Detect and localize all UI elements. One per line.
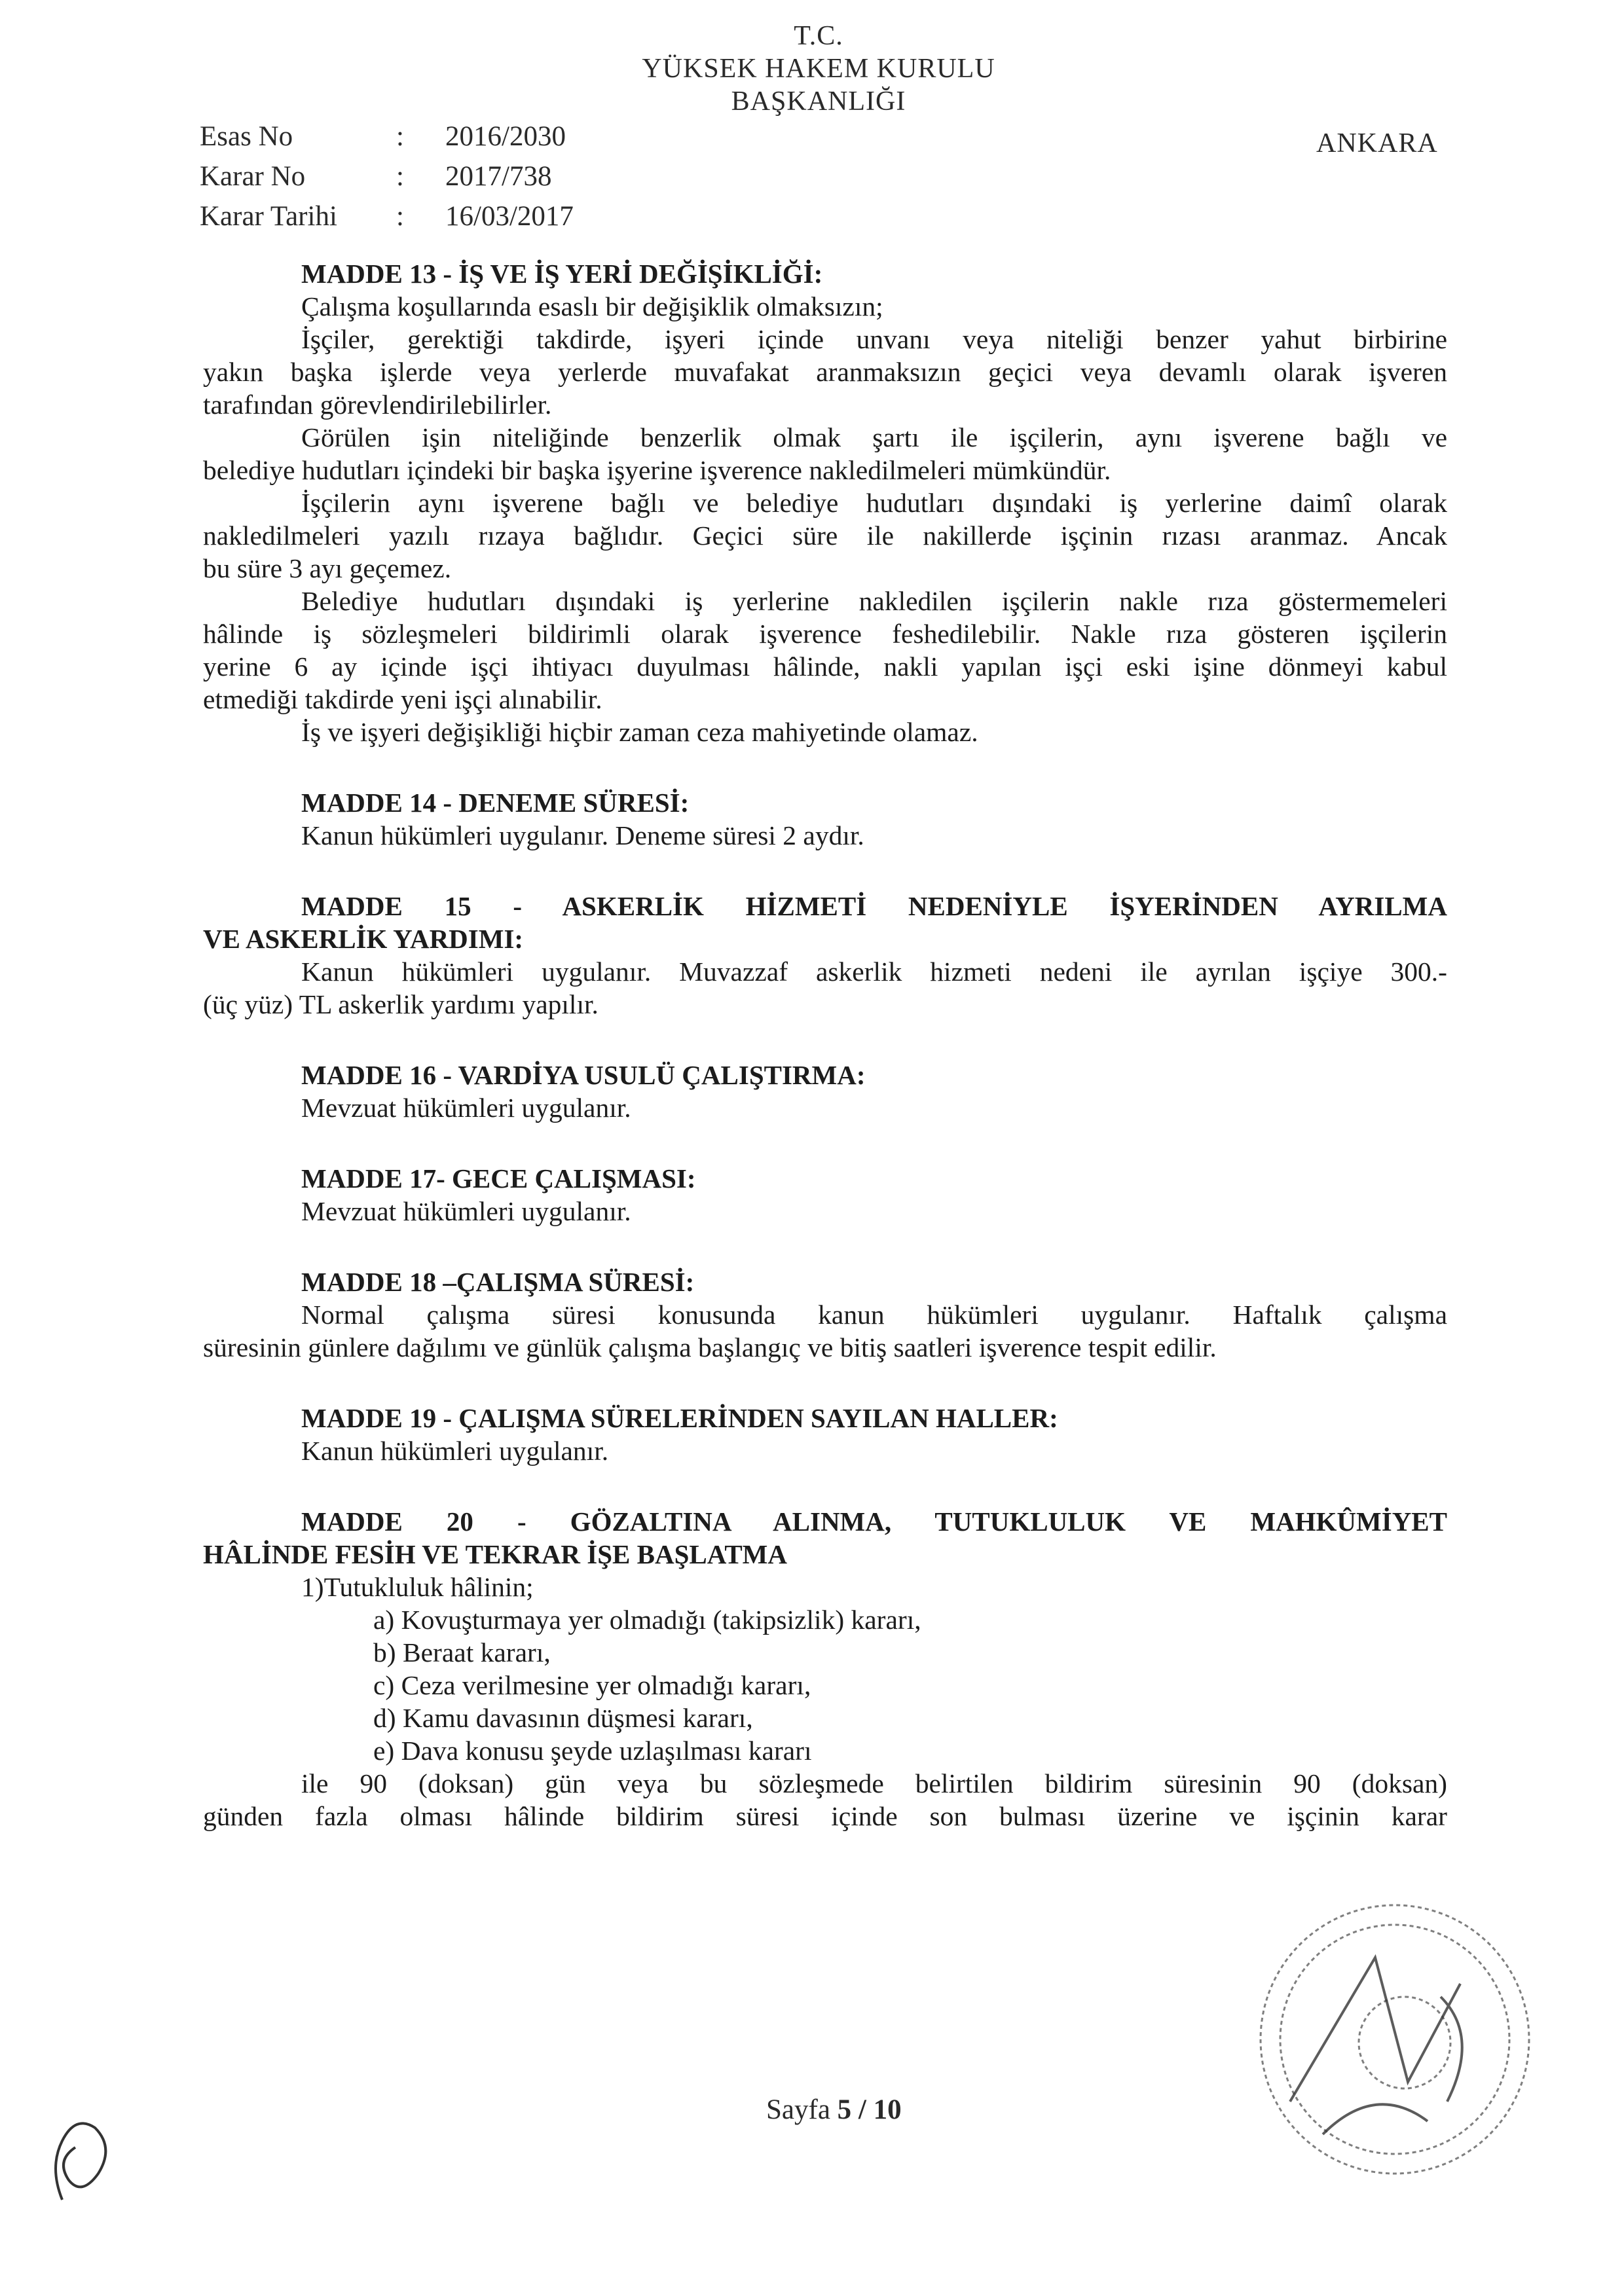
article-16-heading: MADDE 16 - VARDİYA USULÜ ÇALIŞTIRMA: <box>301 1060 866 1090</box>
article-14-p1: Kanun hükümleri uygulanır. Deneme süresi 2 aydır. <box>301 820 864 850</box>
header-line-tc: T.C. <box>794 21 843 51</box>
article-15-heading-line2: VE ASKERLİK YARDIMI: <box>203 924 524 954</box>
article-19-heading: MADDE 19 - ÇALIŞMA SÜRELERİNDEN SAYILAN HALLER: <box>301 1403 1058 1433</box>
meta-value: 2017/738 <box>445 161 552 192</box>
article-18-p1-line1: Normal çalışma süresi konusunda kanun hükümleri uygulanır. Haftalık çalışma <box>301 1300 1447 1330</box>
article-20-item-d: d) Kamu davasının düşmesi kararı, <box>373 1703 753 1733</box>
article-13-p2-line3: tarafından görevlendirilebilirler. <box>203 390 552 420</box>
article-20-heading-line2: HÂLİNDE FESİH VE TEKRAR İŞE BAŞLATMA <box>203 1539 787 1569</box>
article-15-p1-line1: Kanun hükümleri uygulanır. Muvazzaf askerlik hizmeti nedeni ile ayrılan işçiye 300.- <box>301 957 1447 987</box>
article-13-p5-line4: etmediği takdirde yeni işçi alınabilir. <box>203 684 602 714</box>
article-20-item-c: c) Ceza verilmesine yer olmadığı kararı, <box>373 1670 811 1700</box>
document-body <box>203 257 1447 1832</box>
meta-label: Karar No <box>200 161 306 192</box>
meta-value: 16/03/2017 <box>445 201 574 232</box>
meta-row-karar <box>200 156 642 196</box>
article-13-p5-line3: yerine 6 ay içinde işçi ihtiyacı duyulması hâlinde, nakli yapılan işçi eski işine dönmeyi kabul <box>203 651 1447 682</box>
article-20-intro: 1)Tutukluluk hâlinin; <box>301 1572 534 1602</box>
article-20-item-b: b) Beraat kararı, <box>373 1637 551 1667</box>
article-13-p5-line2: hâlinde iş sözleşmeleri bildirimli olarak işverence feshedilebilir. Nakle rıza gösteren işçilerin <box>203 619 1447 649</box>
city-label: ANKARA <box>1316 128 1438 158</box>
meta-label: Karar Tarihi <box>200 201 337 232</box>
meta-colon: : <box>396 161 404 192</box>
meta-value: 2016/2030 <box>445 121 566 152</box>
article-13-heading: MADDE 13 - İŞ VE İŞ YERİ DEĞİŞİKLİĞİ: <box>301 259 823 289</box>
page-number-prefix: Sayfa <box>766 2094 830 2125</box>
meta-row-esas <box>200 117 642 156</box>
meta-label: Esas No <box>200 121 293 152</box>
header-line-office: BAŞKANLIĞI <box>731 86 906 117</box>
article-15-heading-line1: MADDE 15 - ASKERLİK HİZMETİ NEDENİYLE İŞYERİNDEN AYRILMA <box>301 891 1447 921</box>
article-17-p1: Mevzuat hükümleri uygulanır. <box>301 1196 631 1226</box>
meta-row-tarih <box>200 196 642 236</box>
article-18-p1-line2: süresinin günlere dağılımı ve günlük çalışma başlangıç ve bitiş saatleri işverence tespit edilir. <box>203 1332 1217 1362</box>
article-13-p4-line3: bu süre 3 ayı geçemez. <box>203 553 452 583</box>
meta-colon: : <box>396 201 404 232</box>
issuer-header <box>589 20 1048 118</box>
article-17-heading: MADDE 17- GECE ÇALIŞMASI: <box>301 1163 696 1194</box>
page-number <box>766 2094 902 2126</box>
article-13-p3-line2: belediye hudutları içindeki bir başka işyerine işverence nakledilmeleri mümkündür. <box>203 455 1111 485</box>
article-20-heading-line1: MADDE 20 - GÖZALTINA ALINMA, TUTUKLULUK VE MAHKÛMİYET <box>301 1506 1447 1537</box>
article-20-end-line1: ile 90 (doksan) gün veya bu sözleşmede belirtilen bildirim süresinin 90 (doksan) <box>301 1768 1447 1798</box>
article-20-end-line2: günden fazla olması hâlinde bildirim süresi içinde son bulması üzerine ve işçinin karar <box>203 1801 1447 1831</box>
article-13-p2-line2: yakın başka işlerde veya yerlerde muvafakat aranmaksızın geçici veya devamlı olarak işveren <box>203 357 1447 387</box>
article-14-heading: MADDE 14 - DENEME SÜRESİ: <box>301 788 690 818</box>
case-meta <box>200 117 642 236</box>
article-13-p6: İş ve işyeri değişikliği hiçbir zaman ceza mahiyetinde olamaz. <box>301 717 978 747</box>
official-seal-stamp-icon <box>1244 1886 1545 2193</box>
article-16-p1: Mevzuat hükümleri uygulanır. <box>301 1093 631 1123</box>
article-20-item-a: a) Kovuşturmaya yer olmadığı (takipsizlik) kararı, <box>373 1605 921 1635</box>
article-13-p3-line1: Görülen işin niteliğinde benzerlik olmak şartı ile işçilerin, aynı işverene bağlı ve <box>301 422 1447 452</box>
page-number-value: 5 / 10 <box>837 2094 902 2125</box>
article-13-p2-line1: İşçiler, gerektiği takdirde, işyeri içinde unvanı veya niteliği benzer yahut birbirine <box>301 324 1447 354</box>
article-13-p4-line2: nakledilmeleri yazılı rızaya bağlıdır. Geçici süre ile nakillerde işçinin rızası aranmaz. Ancak <box>203 520 1447 551</box>
article-13-p5-line1: Belediye hudutları dışındaki iş yerlerine nakledilen işçilerin nakle rıza göstermemeleri <box>301 586 1447 616</box>
article-13-p1: Çalışma koşullarında esaslı bir değişiklik olmaksızın; <box>301 291 883 321</box>
article-13-p4-line1: İşçilerin aynı işverene bağlı ve belediye hudutları dışındaki iş yerlerine daimî olarak <box>301 488 1447 518</box>
article-19-p1: Kanun hükümleri uygulanır. <box>301 1436 609 1466</box>
header-line-institution: YÜKSEK HAKEM KURULU <box>642 54 995 84</box>
article-20-item-e: e) Dava konusu şeyde uzlaşılması kararı <box>373 1736 812 1766</box>
article-18-heading: MADDE 18 –ÇALIŞMA SÜRESİ: <box>301 1267 695 1297</box>
meta-colon: : <box>396 121 404 152</box>
article-15-p1-line2: (üç yüz) TL askerlik yardımı yapılır. <box>203 989 599 1019</box>
handwritten-mark-icon <box>36 2075 134 2206</box>
